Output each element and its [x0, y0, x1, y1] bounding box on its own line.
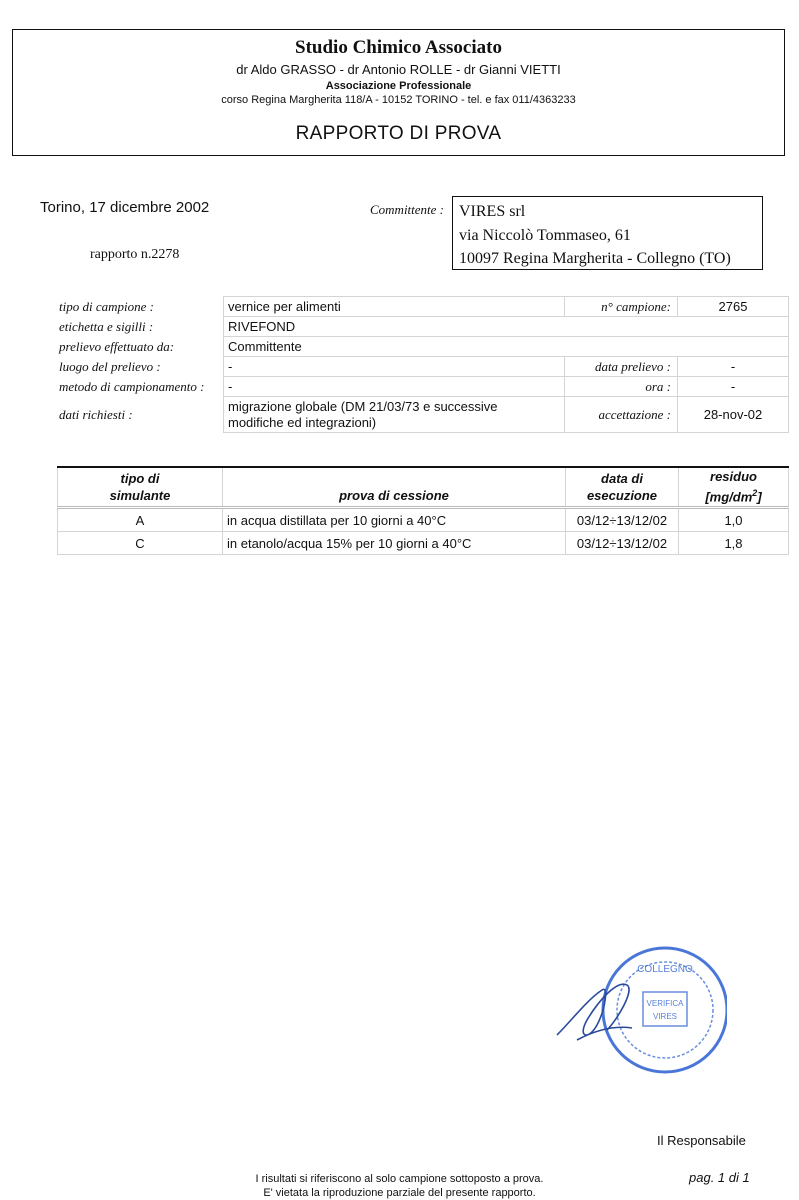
acceptance-value: 28-nov-02: [678, 397, 789, 433]
residue-cell: 1,0: [679, 508, 789, 532]
signature-scribble: [557, 984, 632, 1040]
sampling-time-label: ora :: [565, 377, 678, 397]
association-label: Associazione Professionale: [325, 80, 472, 92]
official-stamp: [547, 940, 727, 1080]
table-row: [57, 317, 789, 337]
sample-number-label: n° campione:: [565, 297, 678, 317]
requested-data-line1: migrazione globale (DM 21/03/73 e successive: [228, 398, 498, 414]
report-title: RAPPORTO DI PROVA: [295, 123, 502, 144]
table-row: [58, 532, 789, 555]
place-date: Torino, 17 dicembre 2002: [40, 199, 210, 216]
sample-type-value: vernice per alimenti: [224, 297, 565, 317]
col-residue-unit-text: [mg/dm: [705, 489, 753, 505]
table-row: [57, 337, 789, 357]
stamp-text-center-1: VERIFICA: [646, 999, 684, 1008]
table-row: [57, 357, 789, 377]
residue-cell: 1,8: [679, 532, 789, 555]
footer-disclaimer-1: I risultati si riferiscono al solo campione sottoposto a prova.: [255, 1173, 544, 1185]
sampling-date-value: -: [678, 357, 789, 377]
col-test: [223, 467, 566, 508]
requested-data-value: [224, 397, 565, 433]
simulant-cell: C: [58, 532, 223, 555]
test-cell: in acqua distillata per 10 giorni a 40°C: [223, 508, 566, 532]
table-row: [57, 377, 789, 397]
col-simulant-line1: tipo di: [120, 471, 160, 486]
sample-number-value: 2765: [678, 297, 789, 317]
requested-data-label: dati richiesti :: [59, 406, 133, 422]
client-name: VIRES srl: [459, 203, 526, 220]
simulant-cell: A: [58, 508, 223, 532]
stamp-text-top: COLLEGNO: [637, 964, 693, 975]
col-residue-unit-exp: 2: [752, 488, 758, 499]
sample-type-label: tipo di campione :: [59, 298, 154, 314]
studio-address: corso Regina Margherita 118/A - 10152 TORINO - tel. e fax 011/4363233: [221, 94, 576, 106]
sampled-by-label: prelievo effettuato da:: [59, 338, 175, 354]
sampled-by-value: Committente: [224, 337, 789, 357]
studio-name: Studio Chimico Associato: [295, 37, 502, 58]
col-residue-unit-close: ]: [757, 489, 762, 505]
sample-info-table: [57, 296, 789, 433]
table-row: [58, 508, 789, 532]
sampling-method-label: metodo di campionamento :: [59, 378, 205, 394]
label-seals-value: RIVEFOND: [224, 317, 789, 337]
requested-data-line2: modifiche ed integrazioni): [228, 414, 377, 430]
doctors-list: dr Aldo GRASSO - dr Antonio ROLLE - dr Gianni VIETTI: [236, 62, 561, 77]
col-date: [566, 467, 679, 508]
client-city: 10097 Regina Margherita - Collegno (TO): [459, 250, 731, 267]
col-simulant-line2: simulante: [109, 488, 171, 503]
col-test-label: prova di cessione: [339, 488, 449, 503]
table-row: [57, 397, 789, 433]
col-residue: [679, 467, 789, 508]
sampling-method-value: -: [224, 377, 565, 397]
page-number: pag. 1 di 1: [689, 1170, 750, 1185]
committente-label: Committente :: [370, 202, 445, 217]
table-header-row: [58, 467, 789, 508]
client-street: via Niccolò Tommaseo, 61: [459, 226, 631, 244]
col-simulant: [58, 467, 223, 508]
col-residue-line1: residuo: [710, 469, 757, 485]
footer-disclaimer-2: E' vietata la riproduzione parziale del presente rapporto.: [263, 1187, 536, 1199]
col-date-line1: data di: [601, 471, 643, 486]
label-seals-label: etichetta e sigilli :: [59, 318, 154, 334]
letterhead-box: [12, 29, 785, 156]
stamp-text-center-2: VIRES: [652, 1012, 678, 1021]
sampling-date-label: data prelievo :: [565, 357, 678, 377]
table-row: [57, 297, 789, 317]
acceptance-label: accettazione :: [565, 397, 678, 433]
sampling-place-value: -: [224, 357, 565, 377]
signature-label: Il Responsabile: [657, 1133, 746, 1148]
test-cell: in etanolo/acqua 15% per 10 giorni a 40°C: [223, 532, 566, 555]
results-table: [57, 466, 789, 555]
date-cell: 03/12÷13/12/02: [566, 508, 679, 532]
report-number: rapporto n.2278: [90, 247, 180, 262]
date-cell: 03/12÷13/12/02: [566, 532, 679, 555]
client-address-box: [452, 196, 763, 270]
sampling-time-value: -: [678, 377, 789, 397]
col-residue-unit: [679, 485, 788, 505]
col-date-line2: esecuzione: [586, 488, 658, 503]
sampling-place-label: luogo del prelievo :: [59, 358, 161, 374]
